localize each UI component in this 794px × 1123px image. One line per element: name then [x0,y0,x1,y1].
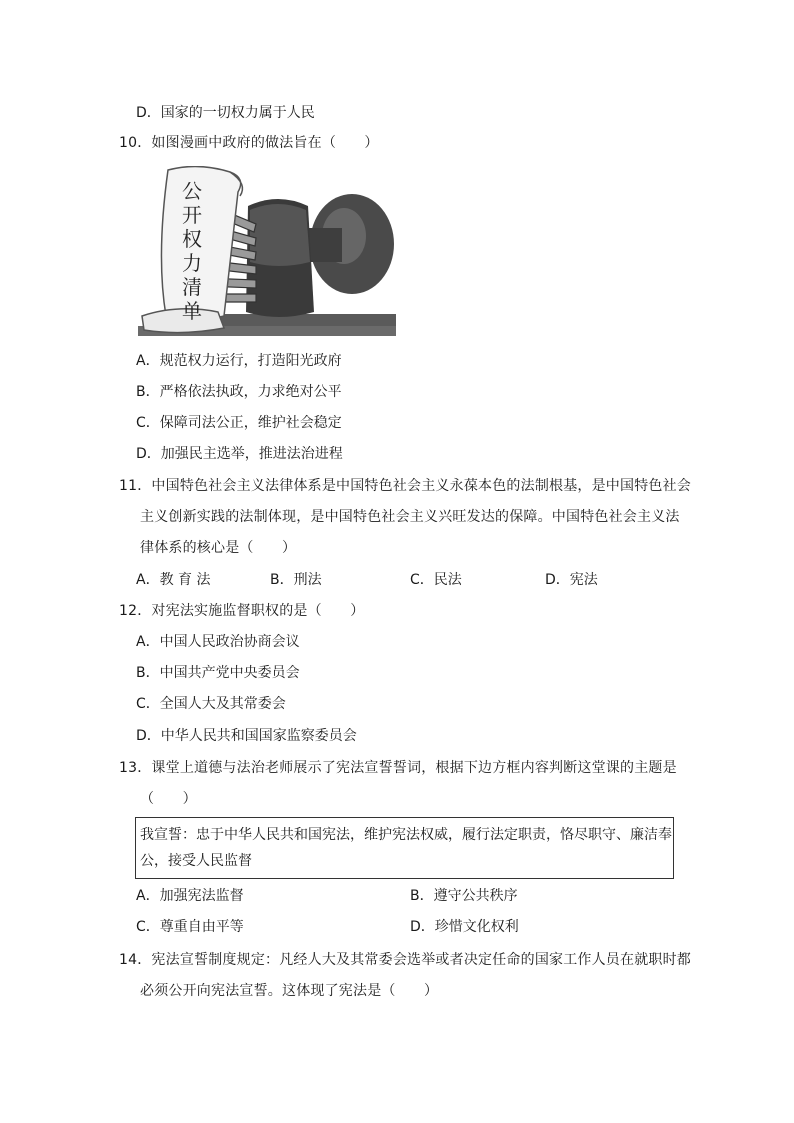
svg-text:单: 单 [182,299,202,323]
q12-option-d: D．中华人民共和国国家监察委员会 [136,728,357,744]
q13-stem-line-2: （ ） [140,791,197,807]
q11-option-b: B．刑法 [270,572,322,588]
q13-option-b: B．遵守公共秩序 [410,888,518,904]
q13-option-a: A．加强宪法监督 [136,888,244,904]
q11-option-a: A．教 育 法 [136,572,211,588]
q11-option-d: D．宪法 [545,572,598,588]
svg-text:权: 权 [182,227,202,251]
q10-option-a: A．规范权力运行，打造阳光政府 [136,353,342,369]
q12-option-a: A．中国人民政治协商会议 [136,634,300,650]
q10-option-c: C．保障司法公正，维护社会稳定 [136,415,342,431]
q12-option-c: C．全国人大及其常委会 [136,696,286,712]
q13-option-d: D．珍惜文化权利 [410,919,519,935]
svg-text:力: 力 [182,251,202,275]
q13-oath-line-2: 公，接受人民监督 [140,853,252,869]
q13-option-c: C．尊重自由平等 [136,919,244,935]
q11-stem-line-2: 主义创新实践的法制体现，是中国特色社会主义兴旺发达的保障。中国特色社会主义法 [140,509,680,525]
q11-stem-line-3: 律体系的核心是（ ） [140,540,297,556]
q13-oath-line-1: 我宣誓：忠于中华人民共和国宪法，维护宪法权威，履行法定职责，恪尽职守、廉洁奉 [140,827,672,843]
svg-text:公: 公 [182,179,202,203]
svg-text:清: 清 [182,275,202,299]
q12-option-b: B．中国共产党中央委员会 [136,665,300,681]
q13-oath-box [135,817,674,879]
q9-option-d: D．国家的一切权力属于人民 [136,105,315,121]
q14-stem-line-2: 必须公开向宪法宣誓。这体现了宪法是（ ） [140,983,439,999]
q10-option-d: D．加强民主选举，推进法治进程 [136,446,343,462]
svg-text:开: 开 [182,203,202,227]
q10-cartoon-image [138,166,396,336]
q10-option-b: B．严格依法执政，力求绝对公平 [136,384,342,400]
q12-stem: 12．对宪法实施监督职权的是（ ） [119,603,365,619]
q10-stem: 10．如图漫画中政府的做法旨在（ ） [119,135,379,151]
q11-stem-line-1: 11．中国特色社会主义法律体系是中国特色社会主义永葆本色的法制根基，是中国特色社会 [119,478,692,494]
q14-stem-line-1: 14．宪法宣誓制度规定：凡经人大及其常委会选举或者决定任命的国家工作人员在就职时都 [119,952,692,968]
q11-option-c: C．民法 [410,572,462,588]
q13-stem-line-1: 13．课堂上道德与法治老师展示了宪法宣誓誓词，根据下边方框内容判断这堂课的主题是 [119,760,677,776]
